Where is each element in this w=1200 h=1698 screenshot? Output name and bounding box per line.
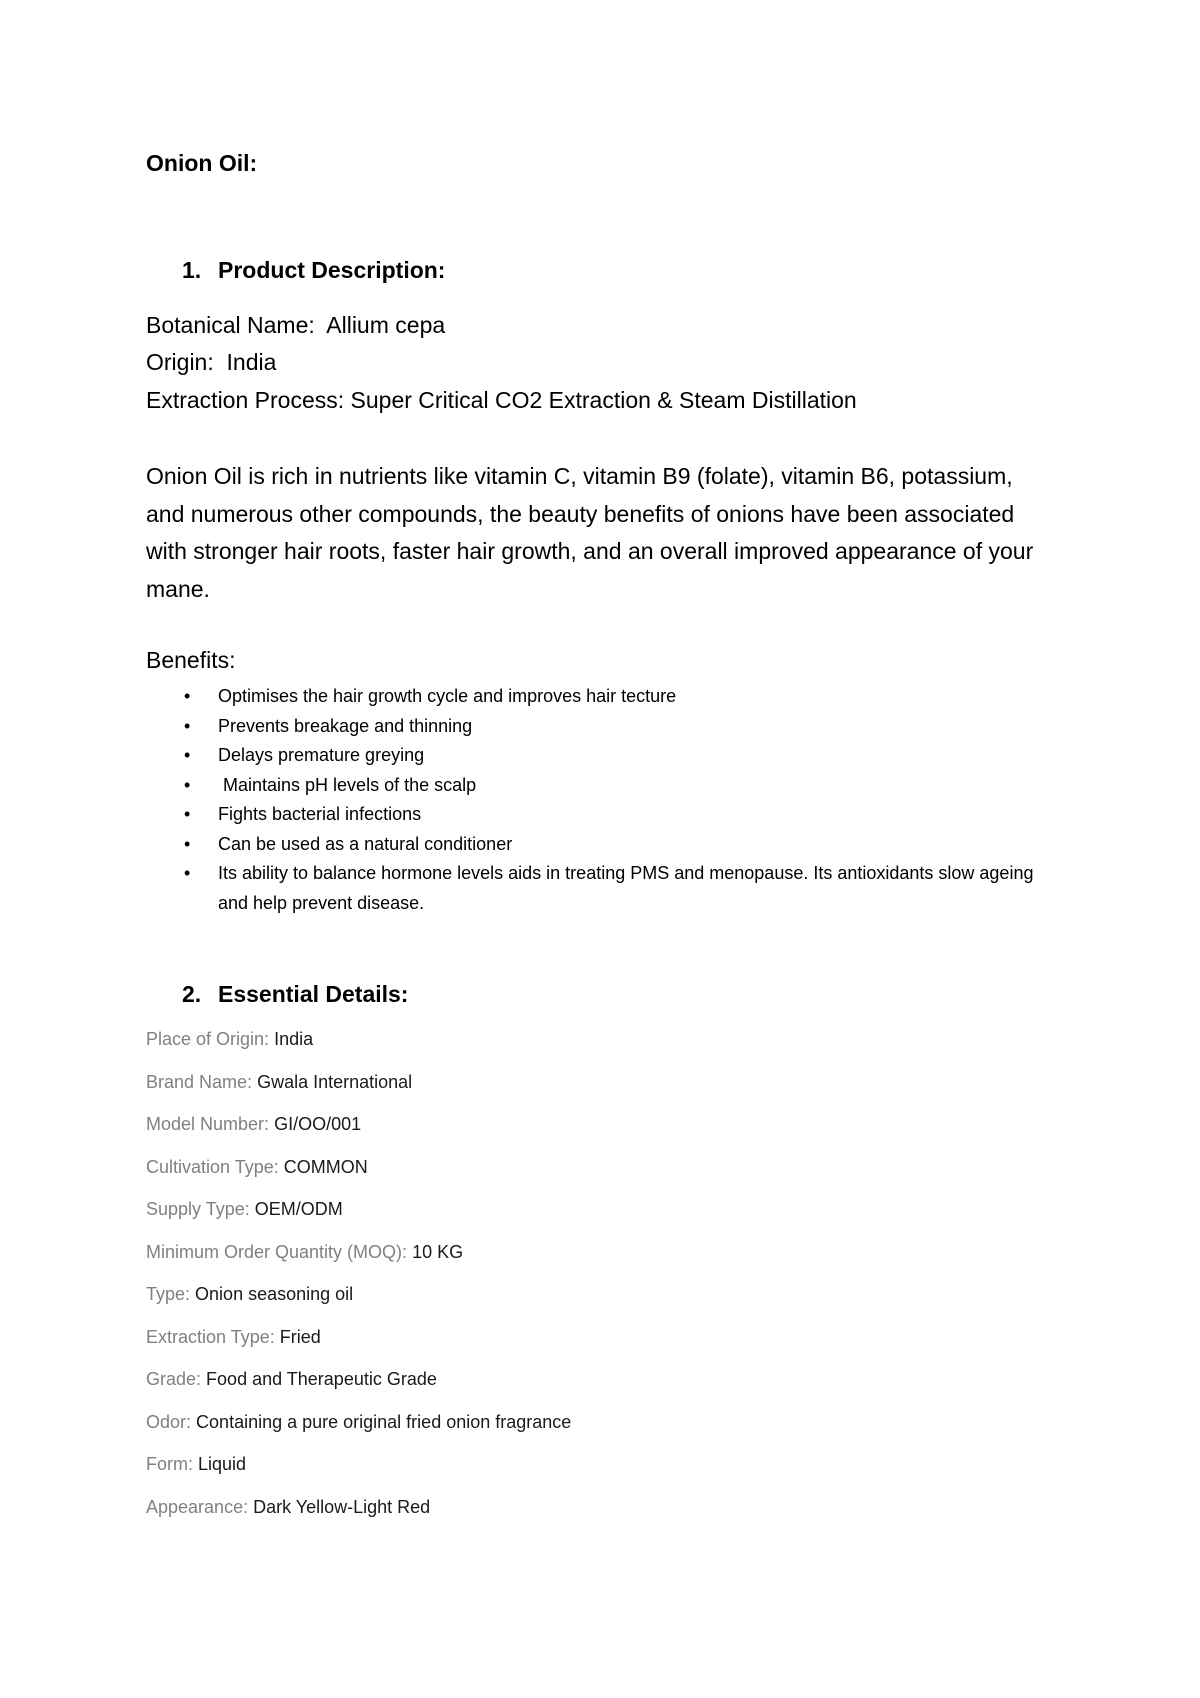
list-item [146,859,1046,918]
benefit-text: Delays premature greying [218,745,425,765]
detail-label: Grade: [146,1369,202,1389]
bullet-icon: • [184,686,191,706]
detail-row-form [146,1453,571,1496]
section-title: Essential Details: [218,981,409,1007]
section-heading-essential-details [182,981,408,1008]
detail-row-appearance [146,1496,571,1539]
detail-value: Dark Yellow-Light Red [253,1496,431,1517]
detail-label: Appearance: [146,1496,249,1517]
detail-row-extraction-type [146,1326,571,1369]
list-item [146,712,1046,742]
extraction-process-value: Super Critical CO2 Extraction & Steam Distillation [350,387,857,413]
detail-row-cultivation-type [146,1156,571,1199]
benefit-text: Can be used as a natural conditioner [218,833,513,854]
origin-label: Origin: [146,349,214,375]
benefit-text: Maintains pH levels of the scalp [218,774,477,795]
detail-row-moq [146,1241,571,1284]
benefit-text: Prevents breakage and thinning [218,715,473,736]
origin-line [146,349,276,376]
detail-row-grade [146,1368,571,1411]
extraction-process-line [146,387,857,414]
detail-row-type [146,1283,571,1326]
bullet-icon: • [184,863,191,883]
benefits-label: Benefits: [146,647,236,673]
detail-value: GI/OO/001 [274,1114,362,1134]
product-description-paragraph: Onion Oil is rich in nutrients like vitamin C, vitamin B9 (folate), vitamin B6, potassium, and numerous other compounds, the beauty benefits of onions have been associated with stronger hair roots, faster hair growth, and an overall improved appearance of your mane. [146,463,1034,602]
detail-label: Model Number: [146,1114,270,1134]
bullet-icon: • [184,715,191,736]
section-number: 1. [182,257,202,283]
document-title: Onion Oil: [146,150,258,176]
detail-label: Type: [146,1284,191,1304]
extraction-process-label: Extraction Process: [146,387,345,413]
benefit-text: Optimises the hair growth cycle and improves hair tecture [218,686,677,706]
detail-value: Food and Therapeutic Grade [206,1369,437,1389]
bullet-icon: • [184,804,191,824]
bullet-icon: • [184,745,191,765]
list-item [146,800,1046,830]
detail-value: Liquid [198,1454,247,1474]
detail-value: 10 KG [412,1241,464,1262]
detail-label: Extraction Type: [146,1326,275,1347]
detail-value: India [274,1029,314,1049]
detail-label: Minimum Order Quantity (MOQ): [146,1241,408,1262]
detail-label: Odor: [146,1411,192,1432]
essential-details-list [146,1028,571,1538]
list-item [146,771,1046,801]
detail-row-brand-name [146,1071,571,1114]
detail-row-place-of-origin [146,1028,571,1071]
detail-value: Containing a pure original fried onion fragrance [196,1411,572,1432]
benefit-text: Its ability to balance hormone levels aids in treating PMS and menopause. Its antioxidants slow ageing and help prevent disease. [218,863,1034,913]
benefits-list [146,682,1046,918]
benefit-text: Fights bacterial infections [218,804,422,824]
origin-value: India [226,349,277,375]
list-item [146,830,1046,860]
bullet-icon: • [184,774,191,795]
detail-row-odor [146,1411,571,1454]
detail-value: Onion seasoning oil [195,1284,354,1304]
botanical-name-label: Botanical Name: [146,312,315,338]
botanical-name-value: Allium cepa [326,312,446,338]
list-item [146,741,1046,771]
detail-label: Form: [146,1454,193,1474]
detail-value: Fried [279,1326,321,1347]
section-number: 2. [182,981,202,1007]
botanical-name-line [146,312,445,339]
detail-label: Cultivation Type: [146,1156,279,1177]
section-title: Product Description: [218,257,446,283]
detail-value: COMMON [283,1156,368,1177]
detail-row-model-number [146,1113,571,1156]
bullet-icon: • [184,833,191,854]
list-item [146,682,1046,712]
detail-label: Place of Origin: [146,1029,270,1049]
section-heading-product-description [182,257,445,284]
detail-label: Brand Name: [146,1071,253,1092]
detail-row-supply-type [146,1198,571,1241]
detail-value: OEM/ODM [254,1199,343,1219]
detail-label: Supply Type: [146,1199,250,1219]
detail-value: Gwala International [257,1071,413,1092]
